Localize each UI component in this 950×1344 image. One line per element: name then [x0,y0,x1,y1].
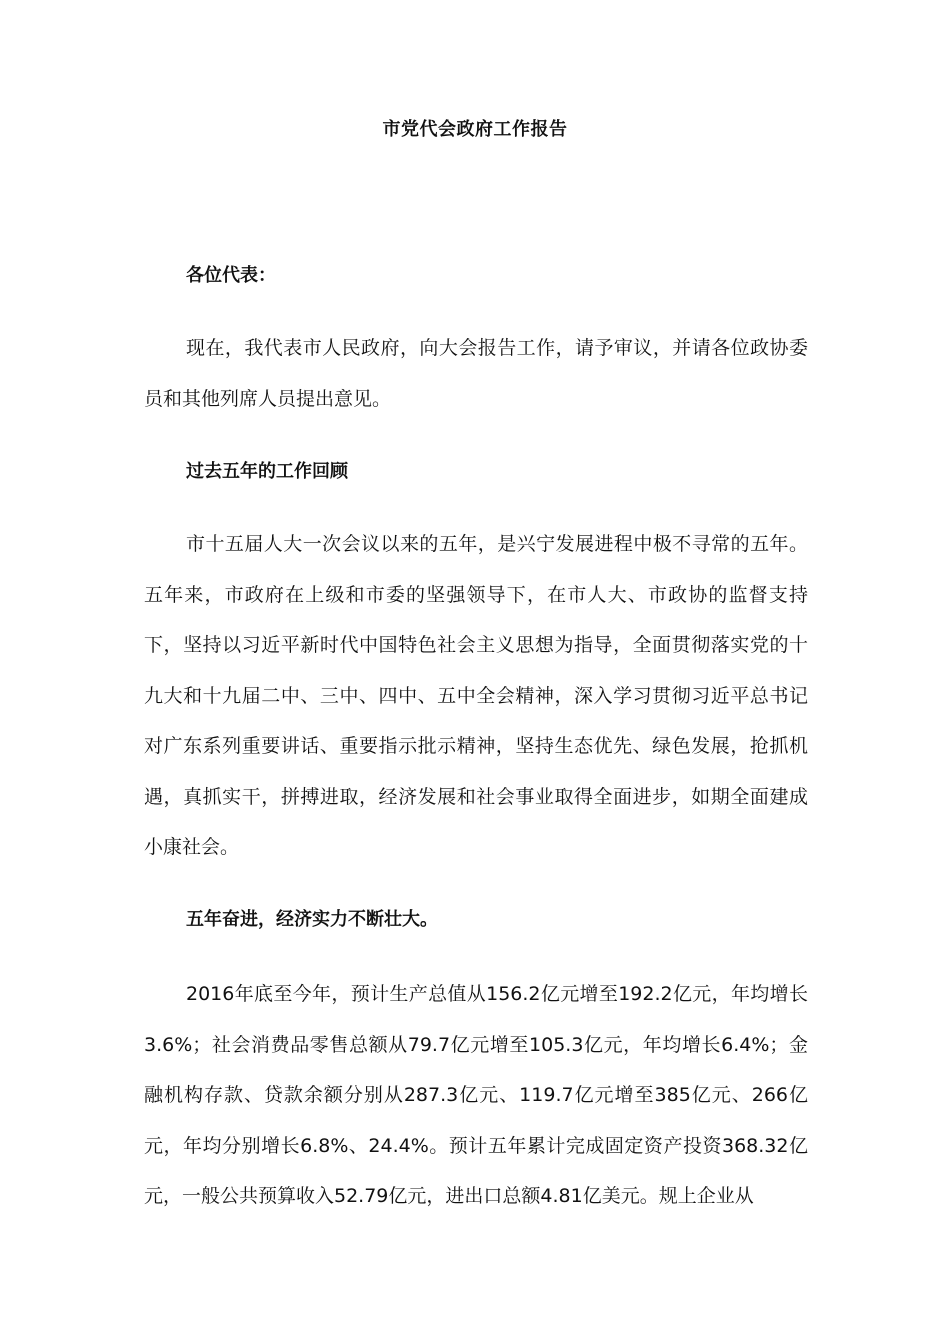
economy-paragraph: 2016年底至今年，预计生产总值从156.2亿元增至192.2亿元，年均增长3.6%；社会消费品零售总额从79.7亿元增至105.3亿元，年均增长6.4%；金融机构存款、贷款余额分别从287.3亿元、119.7亿元增至385亿元、266亿元，年均分别增长6.8%、24.4%。预计五年累计完成固定资产投资368.32亿元，一般公共预算收入52.79亿元，进出口总额4.81亿美元。规上企业从 [144,983,808,1207]
salutation: 各位代表： [186,265,276,286]
subheading-economy: 五年奋进，经济实力不断壮大。 [186,909,438,930]
review-paragraph: 市十五届人大一次会议以来的五年，是兴宁发展进程中极不寻常的五年。五年来，市政府在上级和市委的坚强领导下，在市人大、市政协的监督支持下，坚持以习近平新时代中国特色社会主义思想为指导，全面贯彻落实党的十九大和十九届二中、三中、四中、五中全会精神，深入学习贯彻习近平总书记对广东系列重要讲话、重要指示批示精神，坚持生态优先、绿色发展，抢抓机遇，真抓实干，拼搏进取，经济发展和社会事业取得全面进步，如期全面建成小康社会。 [144,533,808,858]
section-heading: 过去五年的工作回顾 [186,461,348,482]
document-title: 市党代会政府工作报告 [382,119,568,140]
intro-paragraph: 现在，我代表市人民政府，向大会报告工作，请予审议，并请各位政协委员和其他列席人员提出意见。 [144,337,808,410]
